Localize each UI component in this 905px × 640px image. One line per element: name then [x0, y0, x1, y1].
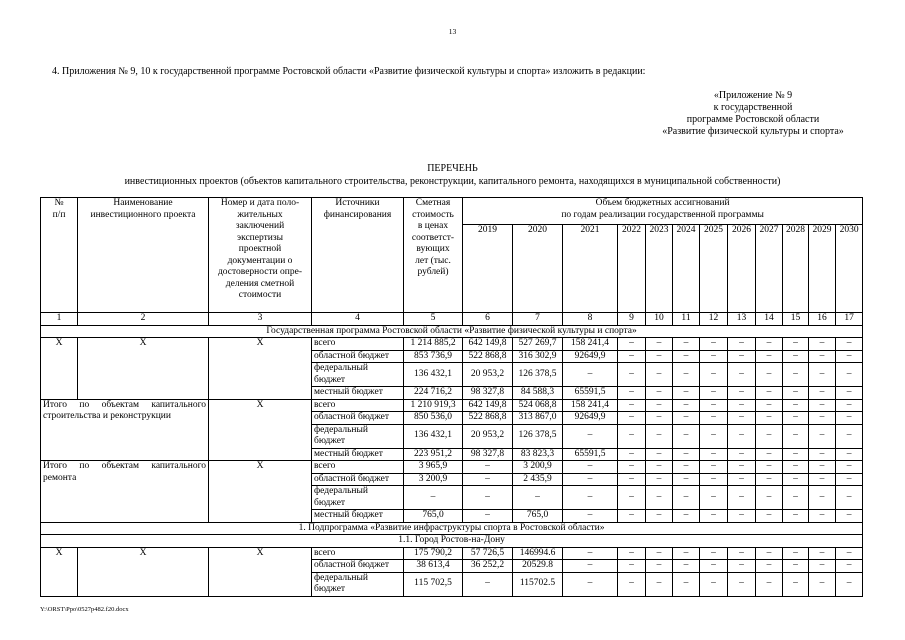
amount-cell: – [673, 473, 700, 486]
appendix-line: «Развитие физической культуры и спорта» [662, 126, 844, 137]
amount-cell: 175 790,2 [404, 547, 463, 560]
amount-cell: 146994.6 [513, 547, 563, 560]
column-number: 8 [563, 313, 618, 326]
amount-cell: 115 702,5 [404, 572, 463, 596]
amount-cell: – [646, 560, 673, 573]
amount-cell: – [646, 473, 673, 486]
amount-cell: – [404, 486, 463, 510]
amount-cell: – [783, 338, 809, 351]
column-number: 2 [78, 313, 209, 326]
amount-cell: – [700, 338, 728, 351]
funding-source-label: местный бюджет [314, 387, 383, 397]
amount-cell: 853 736,9 [404, 350, 463, 363]
header-number: № п/п [41, 198, 78, 313]
amount-cell: – [756, 547, 783, 560]
amount-cell: – [618, 448, 646, 461]
amount-cell: – [700, 560, 728, 573]
amount-cell: – [618, 486, 646, 510]
amount-cell: 527 269,7 [513, 338, 563, 351]
amount-cell: – [646, 399, 673, 412]
year-header: 2027 [756, 225, 783, 313]
amount-cell: – [836, 387, 863, 400]
appendix-line: программе Ростовской области [686, 114, 820, 125]
year-header: 2021 [563, 225, 618, 313]
funding-source [312, 461, 404, 474]
funding-source [312, 424, 404, 448]
column-number: 6 [463, 313, 513, 326]
amount-cell: – [463, 510, 513, 523]
funding-source [312, 338, 404, 351]
year-header: 2024 [673, 225, 700, 313]
section-heading: Государственная программа Ростовской области «Развитие физической культуры и спорта» [41, 325, 863, 338]
amount-cell: – [673, 448, 700, 461]
amount-cell: – [756, 350, 783, 363]
amount-cell: – [618, 363, 646, 387]
amount-cell: – [673, 350, 700, 363]
funding-source [312, 363, 404, 387]
amount-cell: – [700, 510, 728, 523]
funding-source [312, 387, 404, 400]
funding-source-label: федеральный бюджет [314, 486, 368, 508]
amount-cell: – [728, 338, 756, 351]
amount-cell: – [756, 448, 783, 461]
page-number: 13 [448, 27, 457, 36]
amount-cell: – [673, 424, 700, 448]
amount-cell: – [783, 412, 809, 425]
amount-cell: – [646, 572, 673, 596]
amount-cell: – [783, 363, 809, 387]
amount-cell: 522 868,8 [463, 350, 513, 363]
appendix-heading [640, 90, 866, 138]
amount-cell: – [618, 547, 646, 560]
section-heading: 1.1. Город Ростов-на-Дону [41, 535, 863, 548]
amount-cell: – [728, 461, 756, 474]
funding-source-label: областной бюджет [314, 560, 390, 570]
amount-cell: 313 867,0 [513, 412, 563, 425]
amount-cell: – [783, 448, 809, 461]
amount-cell: – [783, 399, 809, 412]
amount-cell: – [463, 461, 513, 474]
amount-cell: – [646, 338, 673, 351]
amount-cell: – [809, 424, 836, 448]
amount-cell: 84 588,3 [513, 387, 563, 400]
appendix-line: к государственной [713, 102, 793, 113]
amount-cell: – [563, 486, 618, 510]
column-number: 12 [700, 313, 728, 326]
amount-cell: – [756, 387, 783, 400]
amount-cell: – [756, 412, 783, 425]
amount-cell: – [618, 473, 646, 486]
amount-cell: – [700, 424, 728, 448]
amount-cell: – [728, 448, 756, 461]
amount-cell: – [809, 350, 836, 363]
amount-cell: – [700, 387, 728, 400]
funding-source-label: областной бюджет [314, 473, 390, 484]
amount-cell: 126 378,5 [513, 424, 563, 448]
amount-cell: – [809, 560, 836, 573]
column-numbers-row [41, 313, 863, 326]
funding-source-label: федеральный бюджет [314, 363, 368, 385]
amount-cell: – [809, 387, 836, 400]
amount-cell: 115702.5 [513, 572, 563, 596]
amount-cell: – [809, 448, 836, 461]
amount-cell: – [618, 412, 646, 425]
amount-cell: – [673, 510, 700, 523]
document-subtitle: инвестиционных проектов (объектов капитального строительства, реконструкции, капитального ремонта, находящихся в муниципальной собственности) [124, 176, 781, 187]
amount-cell: – [809, 486, 836, 510]
amount-cell: – [700, 363, 728, 387]
amount-cell: – [836, 350, 863, 363]
amount-cell: 1 214 885,2 [404, 338, 463, 351]
funding-source [312, 572, 404, 596]
amount-cell: – [700, 572, 728, 596]
amount-cell: – [809, 473, 836, 486]
amount-cell: – [836, 424, 863, 448]
amount-cell: – [836, 461, 863, 474]
amount-cell: – [728, 363, 756, 387]
amount-cell: – [728, 399, 756, 412]
amount-cell: – [836, 473, 863, 486]
amount-cell: 65591,5 [563, 448, 618, 461]
amount-cell: – [646, 387, 673, 400]
funding-source [312, 448, 404, 461]
funding-source [312, 412, 404, 425]
header-expertise: Номер и дата поло- жительных заключений экспертизы проектной документации о достоверности опре- деления сметной стоимости [209, 198, 312, 313]
amount-cell: – [513, 486, 563, 510]
amount-cell: – [618, 510, 646, 523]
amount-cell: – [756, 510, 783, 523]
column-number: 9 [618, 313, 646, 326]
year-header: 2030 [836, 225, 863, 313]
amount-cell: 83 823,3 [513, 448, 563, 461]
amount-cell: 92649,9 [563, 350, 618, 363]
investment-projects-table [40, 197, 863, 597]
funding-source-label: федеральный бюджет [314, 572, 368, 594]
amount-cell: 223 951,2 [404, 448, 463, 461]
section-heading-row [41, 522, 863, 535]
amount-cell: 316 302,9 [513, 350, 563, 363]
expertise-cell: X [209, 461, 312, 523]
amount-cell: – [836, 547, 863, 560]
amount-cell: – [809, 363, 836, 387]
funding-row [41, 338, 863, 351]
table-body [41, 313, 863, 597]
amount-cell: – [756, 338, 783, 351]
project-name-cell: X [78, 338, 209, 400]
amount-cell: 765,0 [513, 510, 563, 523]
funding-source [312, 560, 404, 573]
funding-source-label: всего [314, 547, 336, 558]
amount-cell: – [783, 387, 809, 400]
amount-cell: 98 327,8 [463, 448, 513, 461]
year-header: 2020 [513, 225, 563, 313]
amount-cell: – [463, 572, 513, 596]
amount-cell: 850 536,0 [404, 412, 463, 425]
amount-cell: 642 149,8 [463, 399, 513, 412]
amount-cell: – [563, 510, 618, 523]
amount-cell: – [809, 572, 836, 596]
amount-cell: – [756, 473, 783, 486]
amount-cell: – [646, 547, 673, 560]
header-budget-volume: Объем бюджетных ассигнований по годам реализации государственной программы [463, 198, 863, 225]
amount-cell: – [673, 560, 700, 573]
amount-cell: – [463, 473, 513, 486]
amount-cell: – [728, 560, 756, 573]
group-label: Итого по объектам капитального строительства и реконструкции [41, 399, 209, 461]
amount-cell: – [673, 387, 700, 400]
funding-row [41, 547, 863, 560]
amount-cell: – [756, 560, 783, 573]
amount-cell: – [673, 363, 700, 387]
amount-cell: 3 200,9 [513, 461, 563, 474]
amount-cell: – [563, 363, 618, 387]
amount-cell: 3 965,9 [404, 461, 463, 474]
amount-cell: – [646, 424, 673, 448]
amount-cell: – [836, 412, 863, 425]
amount-cell: 20529.8 [513, 560, 563, 573]
year-header: 2025 [700, 225, 728, 313]
amount-cell: – [756, 486, 783, 510]
column-number: 7 [513, 313, 563, 326]
amount-cell: – [836, 338, 863, 351]
amount-cell: – [728, 572, 756, 596]
amount-cell: 126 378,5 [513, 363, 563, 387]
amount-cell: – [700, 473, 728, 486]
amount-cell: – [809, 399, 836, 412]
amount-cell: – [783, 473, 809, 486]
funding-source-label: всего [314, 461, 336, 471]
amount-cell: – [836, 560, 863, 573]
funding-source-label: всего [314, 338, 336, 348]
amount-cell: 3 200,9 [404, 473, 463, 486]
amount-cell: – [783, 350, 809, 363]
amount-cell: 98 327,8 [463, 387, 513, 400]
amount-cell: – [463, 486, 513, 510]
amount-cell: – [756, 399, 783, 412]
amount-cell: – [728, 486, 756, 510]
amount-cell: – [563, 560, 618, 573]
amount-cell: – [618, 387, 646, 400]
amount-cell: – [728, 547, 756, 560]
header-funding-sources: Источники финансирования [312, 198, 404, 313]
amount-cell: – [728, 387, 756, 400]
amount-cell: – [673, 486, 700, 510]
number-cell: X [41, 338, 78, 400]
amount-cell: – [836, 399, 863, 412]
expertise-cell: X [209, 547, 312, 596]
amount-cell: – [563, 547, 618, 560]
funding-source [312, 473, 404, 486]
amount-cell: – [618, 572, 646, 596]
intro-paragraph: 4. Приложения № 9, 10 к государственной программе Ростовской области «Развитие физической культуры и спорта» изложить в редакции: [52, 66, 646, 77]
amount-cell: – [809, 547, 836, 560]
amount-cell: – [836, 572, 863, 596]
amount-cell: – [809, 510, 836, 523]
amount-cell: – [673, 399, 700, 412]
amount-cell: – [563, 424, 618, 448]
amount-cell: – [700, 486, 728, 510]
amount-cell: – [728, 473, 756, 486]
amount-cell: – [728, 510, 756, 523]
amount-cell: – [756, 363, 783, 387]
amount-cell: – [783, 572, 809, 596]
amount-cell: – [618, 338, 646, 351]
section-heading-row [41, 535, 863, 548]
amount-cell: – [646, 363, 673, 387]
amount-cell: – [673, 547, 700, 560]
column-number: 15 [783, 313, 809, 326]
amount-cell: 522 868,8 [463, 412, 513, 425]
document-title: ПЕРЕЧЕНЬ [427, 163, 478, 174]
funding-source-label: областной бюджет [314, 412, 390, 422]
amount-cell: 136 432,1 [404, 424, 463, 448]
amount-cell: 20 953,2 [463, 424, 513, 448]
amount-cell: – [618, 461, 646, 474]
amount-cell: 20 953,2 [463, 363, 513, 387]
section-heading: 1. Подпрограмма «Развитие инфраструктуры спорта в Ростовской области» [41, 522, 863, 535]
amount-cell: – [809, 412, 836, 425]
expertise-cell: X [209, 399, 312, 461]
amount-cell: – [836, 363, 863, 387]
header-estimated-cost: Сметная стоимость в ценах соответст- вующих лет (тыс. рублей) [404, 198, 463, 313]
amount-cell: – [673, 572, 700, 596]
amount-cell: – [756, 572, 783, 596]
amount-cell: – [809, 338, 836, 351]
amount-cell: 38 613,4 [404, 560, 463, 573]
amount-cell: – [836, 510, 863, 523]
amount-cell: – [646, 461, 673, 474]
amount-cell: – [756, 461, 783, 474]
column-number: 3 [209, 313, 312, 326]
amount-cell: – [756, 424, 783, 448]
funding-row [41, 461, 863, 474]
column-number: 5 [404, 313, 463, 326]
column-number: 17 [836, 313, 863, 326]
amount-cell: – [673, 461, 700, 474]
amount-cell: – [700, 448, 728, 461]
amount-cell: – [646, 412, 673, 425]
group-label: Итого по объектам капитального ремонта [41, 461, 209, 523]
amount-cell: – [618, 350, 646, 363]
year-header: 2019 [463, 225, 513, 313]
amount-cell: – [728, 412, 756, 425]
funding-source [312, 399, 404, 412]
amount-cell: – [563, 572, 618, 596]
amount-cell: – [700, 399, 728, 412]
amount-cell: 158 241,4 [563, 399, 618, 412]
column-number: 11 [673, 313, 700, 326]
funding-row [41, 399, 863, 412]
header-project-name: Наименование инвестиционного проекта [78, 198, 209, 313]
amount-cell: 136 432,1 [404, 363, 463, 387]
column-number: 16 [809, 313, 836, 326]
amount-cell: – [646, 486, 673, 510]
funding-source [312, 510, 404, 523]
year-header: 2023 [646, 225, 673, 313]
amount-cell: – [728, 424, 756, 448]
appendix-line: «Приложение № 9 [713, 90, 793, 101]
amount-cell: – [618, 399, 646, 412]
amount-cell: – [783, 510, 809, 523]
table-header-row [41, 198, 863, 225]
amount-cell: – [618, 560, 646, 573]
amount-cell: – [673, 338, 700, 351]
amount-cell: – [783, 560, 809, 573]
amount-cell: 642 149,8 [463, 338, 513, 351]
year-header: 2026 [728, 225, 756, 313]
funding-source [312, 547, 404, 560]
funding-source-label: всего [314, 399, 336, 410]
amount-cell: 2 435,9 [513, 473, 563, 486]
amount-cell: 224 716,2 [404, 387, 463, 400]
amount-cell: 765,0 [404, 510, 463, 523]
amount-cell: – [563, 461, 618, 474]
amount-cell: – [836, 486, 863, 510]
year-header: 2029 [809, 225, 836, 313]
amount-cell: – [563, 473, 618, 486]
amount-cell: – [783, 461, 809, 474]
amount-cell: 36 252,2 [463, 560, 513, 573]
amount-cell: 57 726,5 [463, 547, 513, 560]
amount-cell: – [728, 350, 756, 363]
amount-cell: – [783, 486, 809, 510]
amount-cell: 65591,5 [563, 387, 618, 400]
amount-cell: – [700, 412, 728, 425]
project-name-cell: X [78, 547, 209, 596]
amount-cell: 1 210 919,3 [404, 399, 463, 412]
amount-cell: 158 241,4 [563, 338, 618, 351]
amount-cell: 92649,9 [563, 412, 618, 425]
number-cell: X [41, 547, 78, 596]
expertise-cell: X [209, 338, 312, 400]
amount-cell: – [783, 424, 809, 448]
amount-cell: – [836, 448, 863, 461]
amount-cell: 524 068,8 [513, 399, 563, 412]
amount-cell: – [783, 547, 809, 560]
funding-source-label: областной бюджет [314, 350, 390, 361]
amount-cell: – [700, 350, 728, 363]
column-number: 10 [646, 313, 673, 326]
amount-cell: – [700, 461, 728, 474]
funding-source-label: местный бюджет [314, 510, 383, 520]
column-number: 1 [41, 313, 78, 326]
funding-source-label: местный бюджет [314, 448, 383, 459]
amount-cell: – [700, 547, 728, 560]
section-heading-row [41, 325, 863, 338]
funding-source-label: федеральный бюджет [314, 424, 368, 446]
file-path-footer: Y:\ORST\Ppo\0527p482.f20.docx [40, 606, 129, 613]
year-header: 2028 [783, 225, 809, 313]
funding-source [312, 486, 404, 510]
amount-cell: – [809, 461, 836, 474]
year-header: 2022 [618, 225, 646, 313]
amount-cell: – [646, 510, 673, 523]
funding-source [312, 350, 404, 363]
amount-cell: – [646, 350, 673, 363]
column-number: 4 [312, 313, 404, 326]
column-number: 14 [756, 313, 783, 326]
amount-cell: – [673, 412, 700, 425]
amount-cell: – [646, 448, 673, 461]
column-number: 13 [728, 313, 756, 326]
amount-cell: – [618, 424, 646, 448]
